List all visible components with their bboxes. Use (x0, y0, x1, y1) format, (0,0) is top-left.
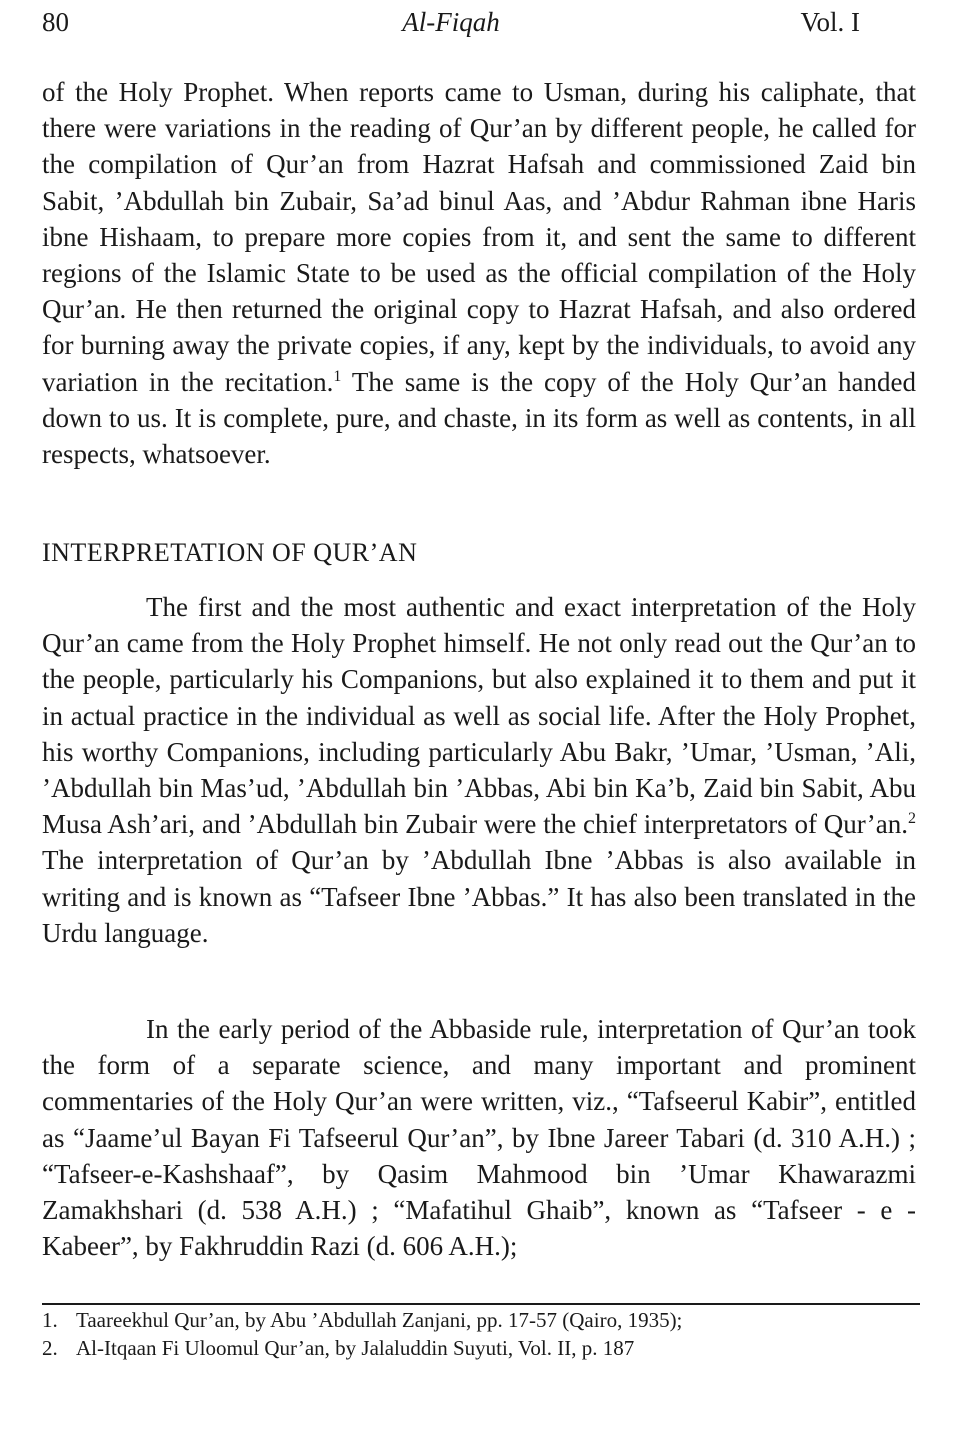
paragraph-text: The interpretation of Qur’an by ’Abdullah Ibne ’Abbas is also available in writing and is known as “Tafseer Ibne ’Abbas.” It has also been translated in the Urdu language. (42, 845, 916, 948)
footnote-ref: 2 (908, 810, 916, 828)
footnote-text: Al-Itqaan Fi Uloomul Qur’an, by Jalaluddin Suyuti, Vol. II, p. 187 (76, 1336, 635, 1360)
footnote-number: 2. (42, 1336, 58, 1360)
footnote-list (42, 1306, 916, 1362)
book-title: Al-Fiqah (402, 7, 500, 37)
footnote-text: Taareekhul Qur’an, by Abu ’Abdullah Zanjani, pp. 17-57 (Qairo, 1935); (76, 1308, 683, 1332)
section-heading: INTERPRETATION OF QUR’AN (42, 538, 418, 567)
footnote-item (42, 1306, 916, 1334)
paragraph-continued (42, 74, 916, 472)
paragraph-text: of the Holy Prophet. When reports came to Usman, during his caliphate, that there were variations in the reading of Qur’an by different people, he called for the compilation of Qur’an from Hazrat Hafsah and commissioned Zaid bin Sabit, ’Abdullah bin Zubair, Sa’ad binul Aas, and ’Abdur Rahman ibne Haris ibne Hishaam, to prepare more copies from it, and sent the same to different regions of the Islamic State to be used as the official compilation of the Holy Qur’an. He then returned the original copy to Hazrat Hafsah, and also ordered for burning away the private copies, if any, kept by the individuals, to avoid any variation in the recitation. (42, 77, 916, 397)
footnote-item (42, 1334, 916, 1362)
footnote-ref: 1 (333, 367, 342, 385)
paragraph-text: The same is the copy of the Holy Qur’an handed down to us. It is complete, pure, and chaste, in its form as well as contents, in all respects, whatsoever. (42, 366, 916, 470)
page-number: 80 (42, 7, 69, 37)
footnote-number: 1. (42, 1308, 58, 1332)
paragraph-abbaside (42, 1011, 916, 1264)
running-header (42, 4, 860, 44)
paragraph-text: The first and the most authentic and exact interpretation of the Holy Qur’an came from the Holy Prophet himself. He not only read out the Qur’an to the people, particularly his Companions, but also explained it to them and put it in actual practice in the individual as well as social life. After the Holy Prophet, his worthy Companions, including particularly Abu Bakr, ’Umar, ’Usman, ’Ali, ’Abdullah bin Mas’ud, ’Abdullah bin ’Abbas, Abi bin Ka’b, Zaid bin Sabit, Abu Musa Ash’ari, and ’Abdullah bin Zubair were the chief interpretators of Qur’an. (42, 592, 916, 840)
paragraph-text: In the early period of the Abbaside rule, interpretation of Qur’an took the form of a separate science, and many important and prominent commentaries of the Holy Qur’an were written, viz., “Tafseerul Kabir”, entitled as “Jaame’ul Bayan Fi Tafseerul Qur’an”, by Ibne Jareer Tabari (d. 310 A.H.) ; “Tafseer-e-Kashshaaf”, by Qasim Mahmood bin ’Umar Khawarazmi Zamakhshari (d. 538 A.H.) ; “Mafatihul Ghaib”, known as “Tafseer - e - Kabeer”, by Fakhruddin Razi (d. 606 A.H.); (42, 1014, 916, 1262)
footnote-divider (42, 1303, 920, 1305)
volume-label: Vol. I (800, 7, 860, 37)
paragraph-interpretation (42, 589, 916, 951)
